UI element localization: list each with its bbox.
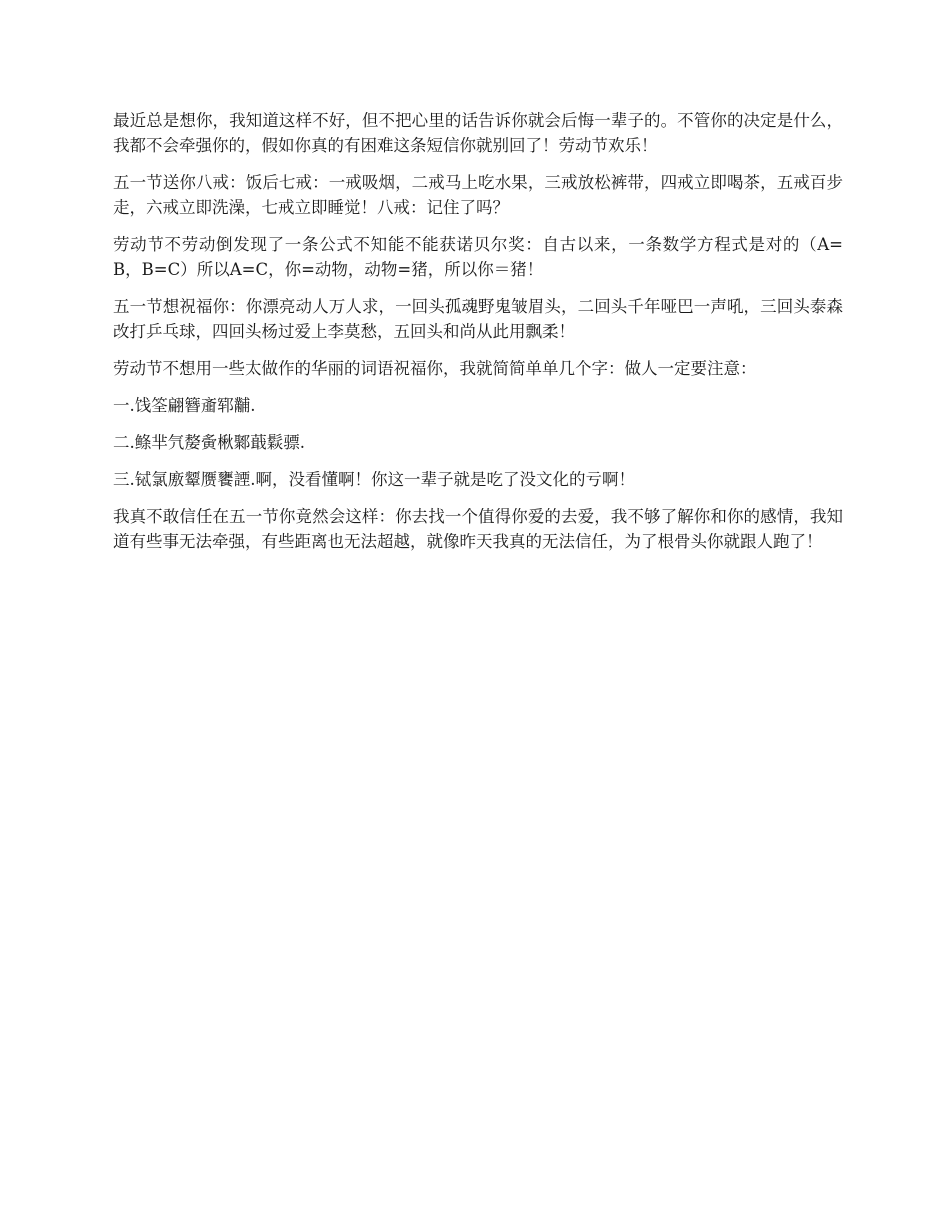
paragraph-5: 劳动节不想用一些太做作的华丽的词语祝福你，我就简简单单几个字：做人一定要注意：	[113, 359, 757, 378]
paragraph-8: 三.铽氯廒颦赝饔諲.啊，没看懂啊！你这一辈子就是吃了没文化的亏啊！	[113, 470, 635, 489]
paragraph-6: 一.饯筌翩簪齑郓黼.	[113, 396, 256, 415]
paragraph-9: 我真不敢信任在五一节你竟然会这样：你去找一个值得你爱的去爱，我不够了解你和你的感情，我知道有些事无法牵强，有些距离也无法超越，就像昨天我真的无法信任，为了根骨头你就跟人跑了！	[113, 507, 843, 551]
paragraph-1: 最近总是想你，我知道这样不好，但不把心里的话告诉你就会后悔一辈子的。不管你的决定是什么，我都不会牵强你的，假如你真的有困难这条短信你就别回了！劳动节欢乐！	[113, 111, 843, 155]
paragraph-4: 五一节想祝福你：你漂亮动人万人求，一回头孤魂野鬼皱眉头，二回头千年哑巴一声吼，三回头泰森改打乒乓球，四回头杨过爱上李莫愁，五回头和尚从此用飘柔！	[113, 297, 843, 341]
paragraph-7: 二.鲦芈氕嫠夤楸鄹蕺鬏骠.	[113, 433, 305, 452]
document-body	[113, 108, 843, 566]
paragraph-2: 五一节送你八戒：饭后七戒：一戒吸烟，二戒马上吃水果，三戒放松裤带，四戒立即喝茶，五戒百步走，六戒立即洗澡，七戒立即睡觉！八戒：记住了吗？	[113, 173, 843, 217]
paragraph-3: 劳动节不劳动倒发现了一条公式不知能不能获诺贝尔奖：自古以来，一条数学方程式是对的（A=B，B=C）所以A=C，你=动物，动物=猪，所以你＝猪！	[113, 235, 843, 279]
